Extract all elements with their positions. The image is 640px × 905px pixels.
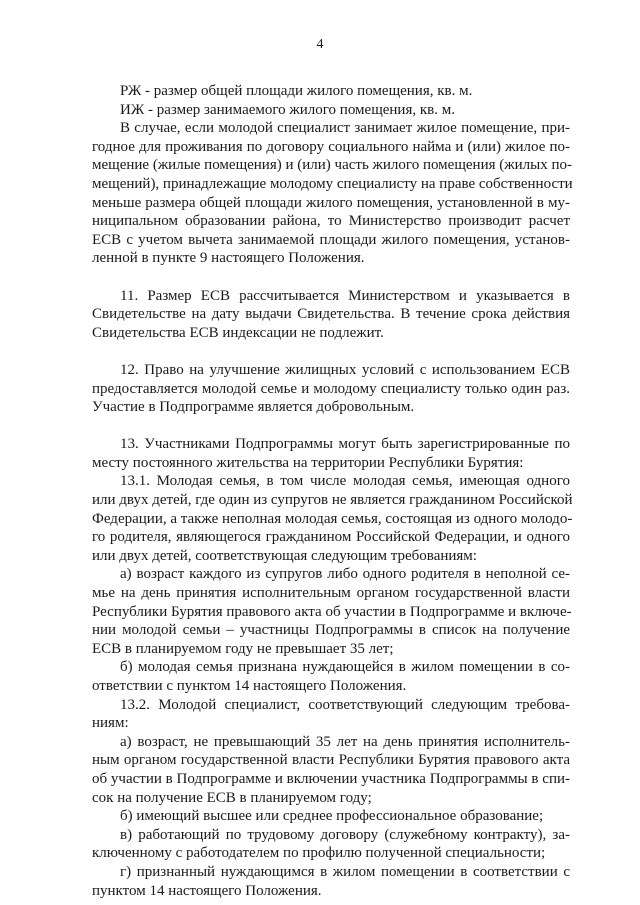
text-line: сок на получение ЕСВ в планируемом году; xyxy=(92,789,372,806)
text-line: 11. Размер ЕСВ рассчитывается Министерством и указывается в xyxy=(120,287,570,304)
text-line: годное для проживания по договору социального найма и (или) жилое по- xyxy=(92,138,570,155)
text-line: предоставляется молодой семье и молодому специалисту только один раз. xyxy=(92,380,570,397)
text-line: 13.2. Молодой специалист, соответствующий следующим требова- xyxy=(120,696,570,713)
text-line: 12. Право на улучшение жилищных условий с использованием ЕСВ xyxy=(120,361,570,378)
text-line: г) признанный нуждающимся в жилом помещении в соответствии с xyxy=(120,863,570,880)
text-line: пунктом 14 настоящего Положения. xyxy=(92,882,322,899)
page-number: 4 xyxy=(316,37,324,52)
text-line: В случае, если молодой специалист занимает жилое помещение, при- xyxy=(120,120,570,137)
text-line: ным органом государственной власти Республики Бурятия правового акта xyxy=(92,752,570,769)
document-body xyxy=(92,82,573,900)
text-line: нии молодой семьи – участницы Подпрограммы в список на получение xyxy=(92,622,570,639)
text-line: ИЖ - размер занимаемого жилого помещения, кв. м. xyxy=(120,101,455,118)
text-line: 13.1. Молодая семья, в том числе молодая семья, имеющая одного xyxy=(120,473,570,490)
text-line: ответствии с пунктом 14 настоящего Положения. xyxy=(92,678,407,694)
text-line: Участие в Подпрограмме является добровольным. xyxy=(92,399,415,416)
text-line: ЕСВ в планируемом году не превышает 35 лет; xyxy=(92,640,394,657)
paragraph-gap xyxy=(92,268,570,287)
text-line: месту постоянного жительства на территории Республики Бурятия: xyxy=(92,454,524,471)
text-line: в) работающий по трудовому договору (служебному контракту), за- xyxy=(120,826,570,843)
text-line: Свидетельстве на дату выдачи Свидетельства. В течение срока действия xyxy=(92,306,570,323)
text-line: мещение (жилые помещения) и (или) часть жилого помещения (жилых по- xyxy=(92,157,572,174)
text-line: Свидетельства ЕСВ индексации не подлежит. xyxy=(92,324,384,341)
text-line: Республики Бурятия правового акта об участии в Подпрограмме и включе- xyxy=(92,603,572,620)
text-line: а) возраст каждого из супругов либо одного родителя в неполной се- xyxy=(120,566,570,583)
text-line: или двух детей, где один из супругов не является гражданином Российской xyxy=(92,492,573,509)
text-line: б) молодая семья признана нуждающейся в жилом помещении в со- xyxy=(120,659,570,676)
paragraph-gap xyxy=(92,417,570,436)
text-line: РЖ - размер общей площади жилого помещения, кв. м. xyxy=(120,83,473,99)
text-line: го родителя, являющегося гражданином Российской Федерации, и одного xyxy=(92,529,570,546)
text-line: мещений), принадлежащие молодому специалисту на праве собственности xyxy=(92,175,573,192)
text-line: ниям: xyxy=(92,715,129,732)
text-line: меньше размера общей площади жилого помещения, установленной в му- xyxy=(92,194,570,211)
text-line: ЕСВ с учетом вычета занимаемой площади жилого помещения, установ- xyxy=(92,231,570,248)
text-line: об участии в Подпрограмме и включении участника Подпрограммы в спи- xyxy=(92,770,570,787)
text-line: 13. Участниками Подпрограммы могут быть зарегистрированные по xyxy=(120,436,570,453)
text-line: или двух детей, соответствующая следующим требованиям: xyxy=(92,547,477,564)
text-line: Федерации, а также неполная молодая семья, состоящая из одного молодо- xyxy=(92,510,573,527)
text-line: ключенному с работодателем по профилю полученной специальности; xyxy=(92,845,546,862)
paragraph-gap xyxy=(92,342,570,361)
text-line: ленной в пункте 9 настоящего Положения. xyxy=(92,250,365,267)
text-line: ниципальном образовании района, то Министерство производит расчет xyxy=(92,213,570,230)
text-line: а) возраст, не превышающий 35 лет на день принятия исполнитель- xyxy=(120,733,570,750)
text-line: мье на день принятия исполнительным органом государственной власти xyxy=(92,585,570,602)
text-line: б) имеющий высшее или среднее профессиональное образование; xyxy=(120,808,544,825)
